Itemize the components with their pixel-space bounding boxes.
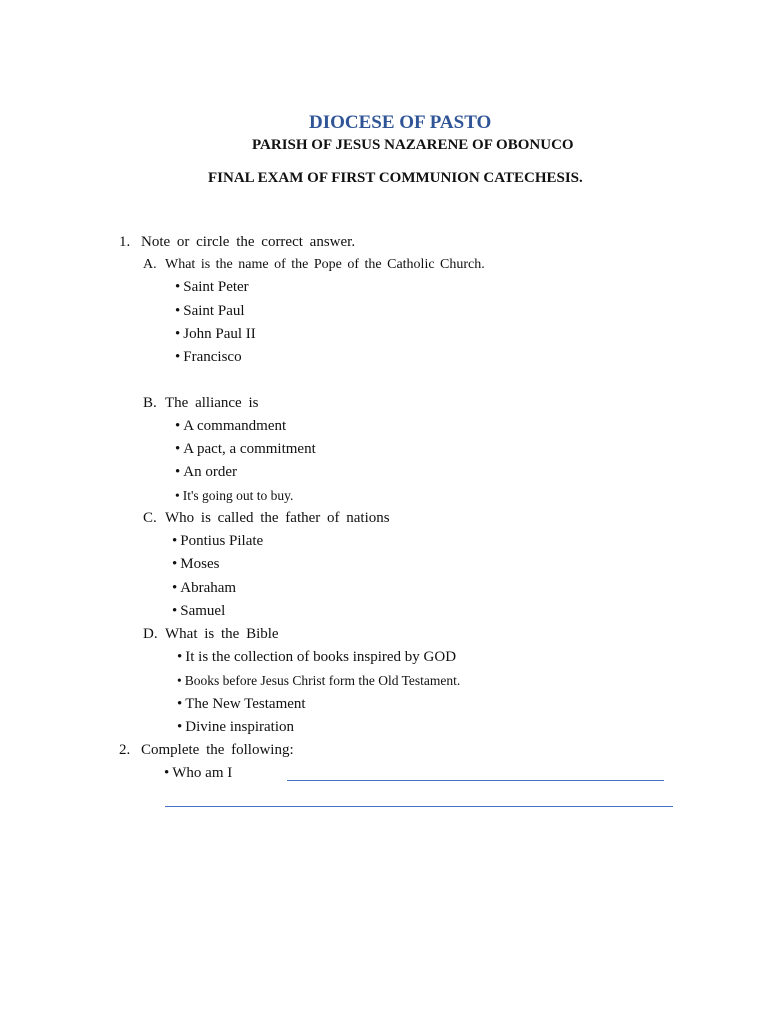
option-text: Pontius Pilate (180, 533, 264, 549)
page-title: DIOCESE OF PASTO (309, 112, 492, 133)
sub-question-text: What is the name of the Pope of the Catholic Church. (165, 257, 485, 272)
bullet-icon: • (172, 603, 178, 619)
option-text: The New Testament (185, 696, 306, 712)
option-text: Francisco (183, 349, 242, 365)
question-2 (119, 743, 294, 758)
question-number: 1. (119, 234, 131, 250)
sub-question-text: What is the Bible (165, 626, 279, 642)
sub-question-text: The alliance is (165, 395, 259, 411)
option[interactable] (175, 442, 316, 457)
option[interactable] (172, 534, 263, 549)
question-1 (119, 235, 355, 250)
bullet-icon: • (164, 765, 170, 781)
fill-in-label: Who am I (172, 765, 233, 781)
option[interactable] (172, 557, 219, 572)
bullet-icon: • (175, 279, 181, 295)
bullet-icon: • (172, 533, 178, 549)
bullet-icon: • (172, 580, 178, 596)
option-text: Divine inspiration (185, 719, 295, 735)
sub-question-text: Who is called the father of nations (165, 510, 390, 526)
bullet-icon: • (175, 349, 181, 365)
parish-name: PARISH OF JESUS NAZARENE OF OBONUCO (252, 137, 574, 153)
bullet-icon: • (175, 441, 181, 457)
fill-in-item (164, 766, 232, 781)
exam-title: FINAL EXAM OF FIRST COMMUNION CATECHESIS. (208, 170, 583, 186)
option[interactable] (175, 304, 245, 319)
option[interactable] (175, 280, 249, 295)
option[interactable] (172, 581, 236, 596)
sub-question-d (143, 627, 279, 642)
option-text: Saint Peter (183, 279, 249, 295)
bullet-icon: • (177, 673, 182, 688)
answer-line[interactable] (287, 780, 664, 781)
bullet-icon: • (172, 556, 178, 572)
option[interactable] (175, 419, 286, 434)
option-text: It is the collection of books inspired by GOD (185, 649, 457, 665)
option[interactable] (175, 327, 256, 342)
option-text: A commandment (183, 418, 287, 434)
option[interactable] (175, 489, 293, 503)
sub-question-a (143, 258, 485, 272)
sub-question-letter: A. (143, 257, 157, 272)
option[interactable] (172, 604, 225, 619)
question-number: 2. (119, 742, 131, 758)
bullet-icon: • (177, 696, 183, 712)
sub-question-c (143, 511, 390, 526)
bullet-icon: • (175, 326, 181, 342)
answer-line[interactable] (165, 806, 673, 807)
option-text: Abraham (180, 580, 237, 596)
option-text: John Paul II (183, 326, 256, 342)
option-text: An order (183, 464, 237, 480)
question-text: Note or circle the correct answer. (141, 234, 356, 250)
option-text: Books before Jesus Christ form the Old Testament. (184, 673, 461, 688)
bullet-icon: • (177, 649, 183, 665)
option[interactable] (177, 697, 306, 712)
option[interactable] (177, 650, 456, 665)
option-text: Samuel (180, 603, 226, 619)
option[interactable] (177, 674, 460, 688)
bullet-icon: • (175, 418, 181, 434)
option[interactable] (177, 720, 294, 735)
sub-question-b (143, 396, 258, 411)
bullet-icon: • (175, 488, 180, 503)
sub-question-letter: D. (143, 626, 158, 642)
bullet-icon: • (175, 464, 181, 480)
sub-question-letter: C. (143, 510, 157, 526)
option-text: It's going out to buy. (182, 488, 294, 503)
option-text: A pact, a commitment (183, 441, 316, 457)
bullet-icon: • (175, 303, 181, 319)
option[interactable] (175, 465, 237, 480)
bullet-icon: • (177, 719, 183, 735)
option-text: Moses (180, 556, 220, 572)
sub-question-letter: B. (143, 395, 157, 411)
option-text: Saint Paul (183, 303, 245, 319)
option[interactable] (175, 350, 242, 365)
question-text: Complete the following: (141, 742, 294, 758)
